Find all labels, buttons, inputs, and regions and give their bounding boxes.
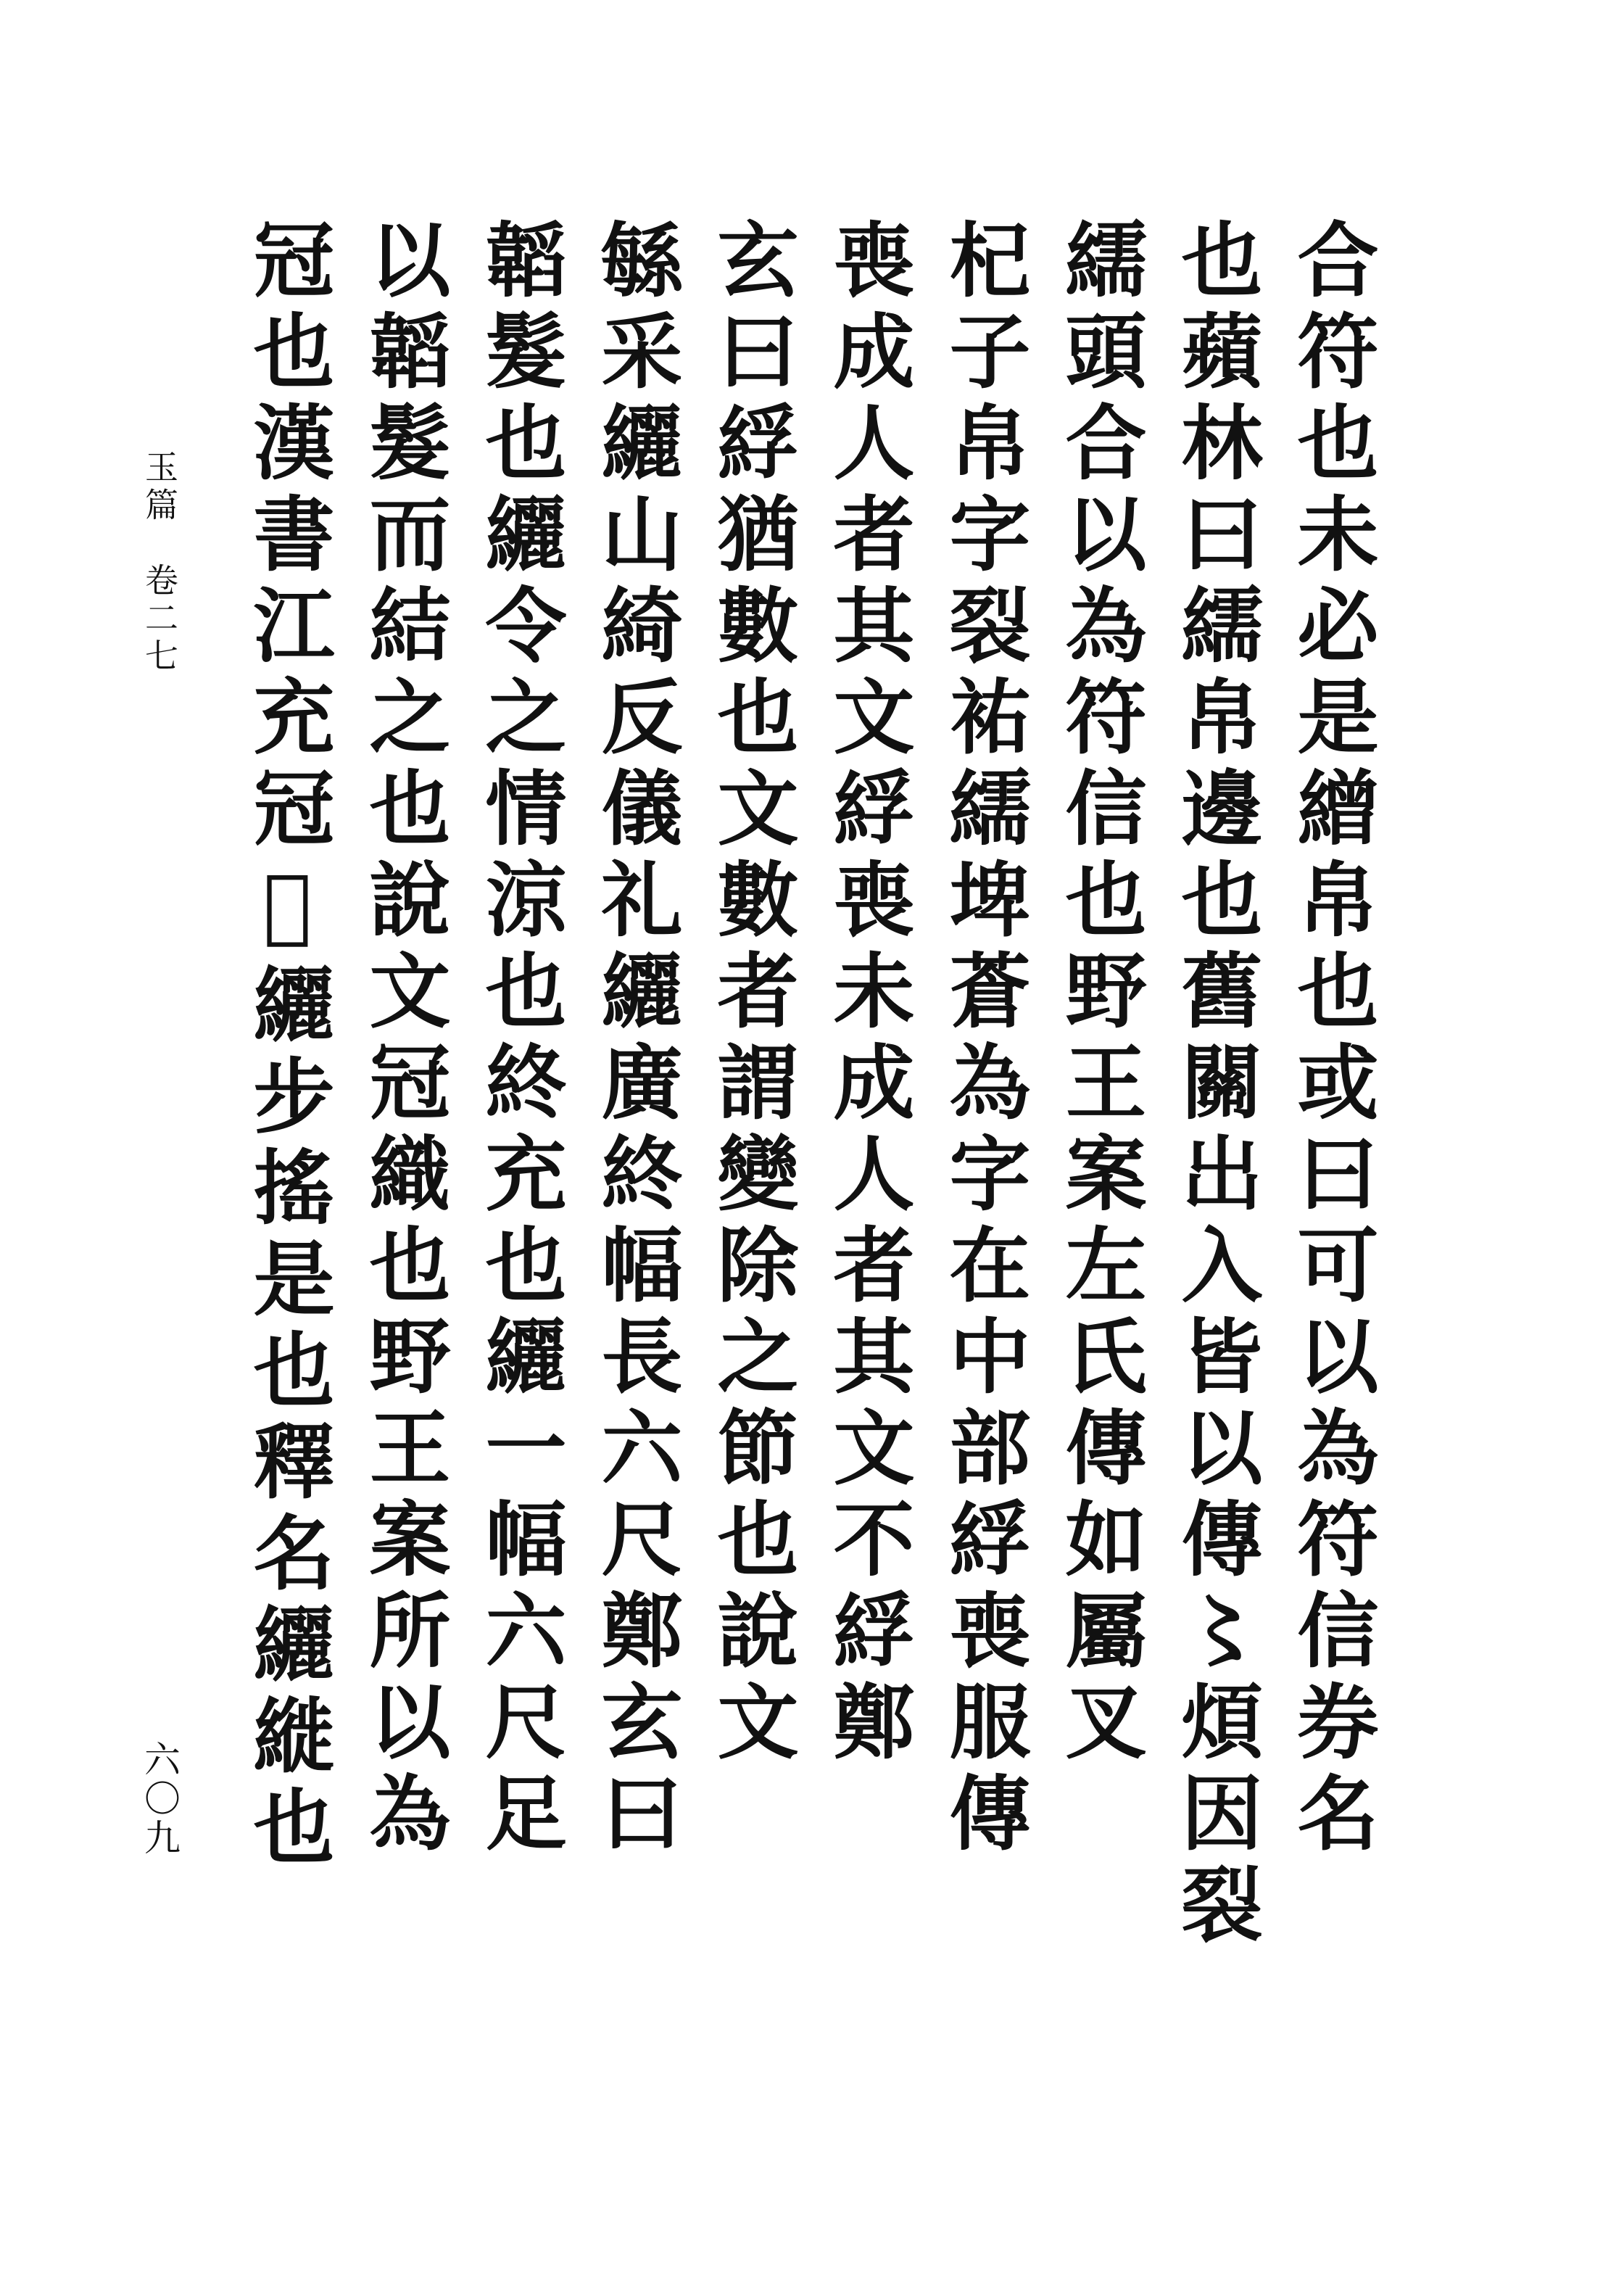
text-column-7: 緐采纚山綺反儀礼纚廣終幅長六尺鄭玄曰 (588, 218, 683, 1862)
running-head: 玉篇 卷二七 (140, 450, 179, 676)
text-column-2: 也蘋林曰繻帛邊也舊關出入皆以傳〻煩因裂 (1168, 218, 1263, 1953)
text-column-9: 以韜髮而結之也說文冠織也野王案所以為 (356, 218, 451, 1862)
text-column-3: 繻頭合以為符信也野王案左氏傳如屬叉 (1052, 218, 1147, 1771)
text-column-4: 杞子帛字裂𧙗繻埤蒼為字在中部綒喪服傳 (936, 218, 1031, 1862)
page-number: 六〇九 (138, 1740, 181, 1858)
text-column-5: 喪成人者其文綒喪未成人者其文不綒鄭 (820, 218, 915, 1771)
text-column-10: 冠也漢書江充冠𦊹纚步搖是也釋名纚縰也 (240, 218, 335, 1876)
main-text-block (229, 218, 1389, 2132)
text-column-8: 韜髮也纚令之情涼也終充也纚一幅六尺足 (472, 218, 567, 1862)
text-column-6: 玄曰綒猶數也文數者謂變除之節也說文 (704, 218, 799, 1771)
text-column-1: 合符也未必是繒帛也或曰可以為符信券名 (1284, 218, 1379, 1862)
